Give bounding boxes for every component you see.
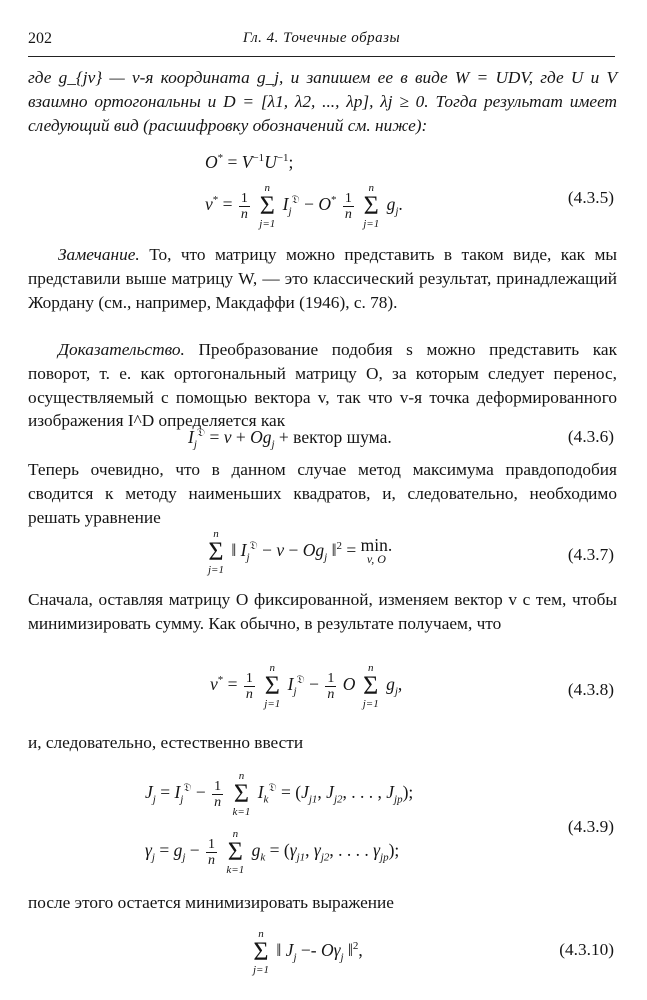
ml-text: Теперь очевидно, что в данном случае метод максимума правдоподобия сводится к методу наименьших квадратов, и, следовательно, необходимо решать уравнение [28, 460, 617, 527]
equation-number-4-3-5: (4.3.5) [567, 188, 614, 207]
eq437-sub: v, O [366, 552, 386, 566]
intro-text: где g_{jv} — v-я координата g_j, и запишем ее в виде W = UDV, где U и V взаимно ортогональны и D = [λ1, λ2, ..., λp], λj ≥ 0. Тогда результат имеет следующий вид (расшифровку обозначений см. ниже): [28, 68, 617, 135]
equation-v-star: v* = $\frac{1}{n}$ n Σ j=1 $I_j^𝔇 - O^*$ $\frac{1}{n}$ n Σ j=1 $g_j$. [205, 182, 403, 230]
introduce-text: и, следовательно, естественно ввести [28, 733, 304, 752]
intro-paragraph [28, 66, 617, 137]
equation-number-4-3-10: (4.3.10) [559, 940, 614, 959]
page-number: 202 [28, 30, 52, 47]
equation-4-3-9-j: $J_j = I_j^𝔇$ − $\frac{1}{n}$ n Σ k=1 $I_k^𝔇 = (J_{j1}$, $J_{j2}$, . . . , $J_{jp}$); [145, 770, 414, 818]
introduce-paragraph [28, 731, 617, 755]
equation-4-3-8: v* = $\frac{1}{n}$ n Σ j=1 $I_j^𝔇$ − $\frac{1}{n}$ O n Σ j=1 $g_j$, [210, 662, 403, 710]
after-paragraph [28, 891, 617, 915]
eq437-min: min. [360, 535, 393, 555]
remark-text: То, что матрицу можно представить в таком виде, как мы представили выше матрицу W, — это классический результат, принадлежащий Жордану (см., например, Макдаффи (1946), с. 78). [28, 245, 617, 312]
equation-number-4-3-9: (4.3.9) [567, 817, 614, 836]
equation-4-3-9-gamma: $\gamma_j = g_j$ − $\frac{1}{n}$ n Σ k=1 $g_k = (\gamma_{j1}$, $\gamma_{j2}$, . . . . $\gamma_{jp}$); [145, 828, 400, 876]
running-head-title: Гл. 4. Точечные образы [242, 30, 401, 46]
remark-paragraph [28, 243, 617, 314]
equation-number-4-3-7: (4.3.7) [567, 545, 614, 564]
equation-4-3-7: n Σ j=1 ‖ $I_j^𝔇 - v - Og_j$ ‖$^2$ = min. v, O [208, 528, 393, 576]
proof-label: Доказательство. [58, 340, 185, 359]
after-text: после этого остается минимизировать выражение [28, 893, 394, 912]
equation-number-4-3-6: (4.3.6) [567, 427, 614, 446]
equation-4-3-10: n Σ j=1 ‖ $J_j -- O\gamma_j$ ‖$^2$, [253, 928, 363, 976]
equation-number-4-3-8: (4.3.8) [567, 680, 614, 699]
equation-o-star: $O^* = V^{-1}U^{-1}$; [205, 152, 294, 172]
running-header [28, 30, 615, 57]
ml-paragraph [28, 458, 617, 529]
remark-label: Замечание. [58, 245, 140, 264]
first-text: Сначала, оставляя матрицу O фиксированной, изменяем вектор v с тем, чтобы минимизировать сумму. Как обычно, в результате получаем, что [28, 590, 617, 633]
first-paragraph [28, 588, 617, 636]
proof-text: Преобразование подобия s можно представить как поворот, т. е. как ортогональный матрицу O, за которым следует перенос, осуществляемый с помощью вектора v, так что v-я точка деформированного изображения I^D определяется как [28, 340, 617, 431]
equation-4-3-6: $I_j^𝔇 = v + Og_j$ + вектор шума. [188, 427, 392, 451]
proof-paragraph [28, 338, 617, 433]
eq436-tail: + вектор шума. [278, 427, 392, 447]
